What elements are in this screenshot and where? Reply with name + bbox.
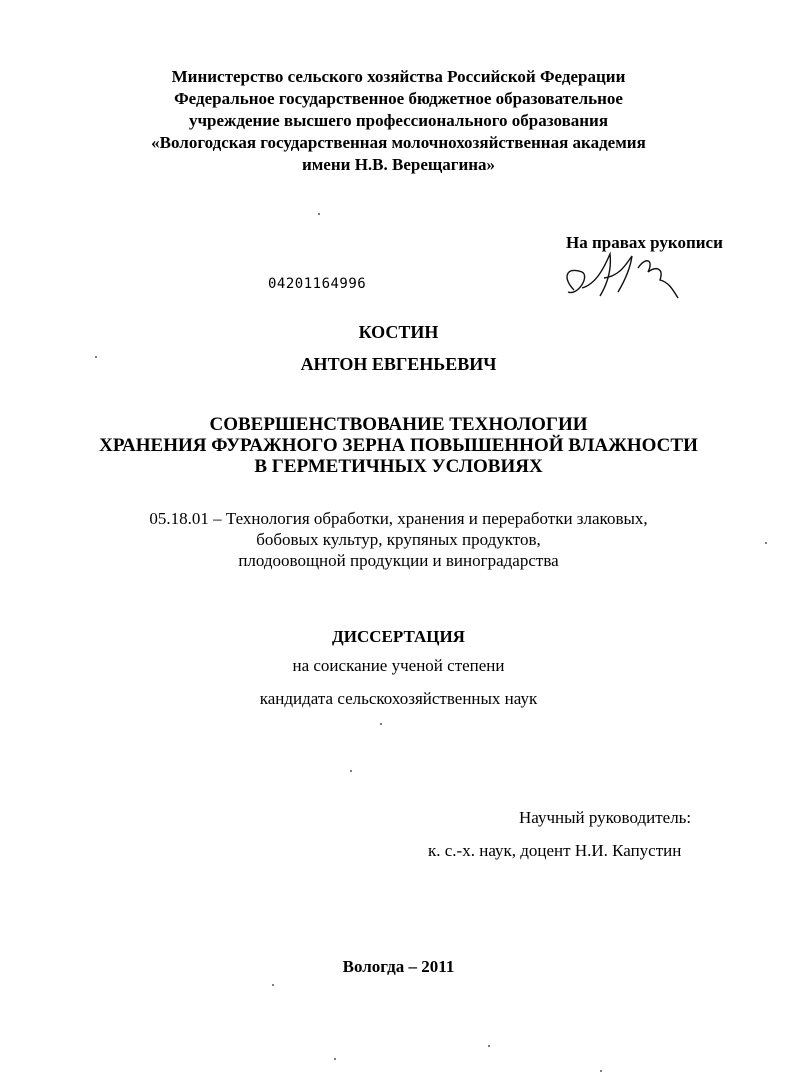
scan-speck bbox=[350, 770, 352, 772]
catalog-code: 04201164996 bbox=[268, 276, 367, 292]
academy-name-line-2: имени Н.В. Верещагина» bbox=[301, 155, 496, 174]
specialty-line: 05.18.01 – Технология обработки, хранения и переработки злаковых, bbox=[149, 509, 648, 528]
scan-speck bbox=[765, 542, 767, 544]
specialty-line-3: плодоовощной продукции и виноградарства bbox=[238, 551, 559, 570]
scan-speck bbox=[600, 1070, 602, 1072]
title-line-3: В ГЕРМЕТИЧНЫХ УСЛОВИЯХ bbox=[254, 456, 543, 477]
author-name: АНТОН ЕВГЕНЬЕВИЧ bbox=[300, 354, 497, 374]
degree-line: на соискание ученой степени bbox=[292, 656, 505, 675]
advisor-name: к. с.-х. наук, доцент Н.И. Капустин bbox=[428, 841, 682, 860]
academy-name-line: «Вологодская государственная молочнохозяйственная академия bbox=[151, 133, 646, 152]
specialty-block bbox=[0, 508, 797, 571]
advisor-label: Научный руководитель: bbox=[519, 808, 692, 827]
document-type: ДИССЕРТАЦИЯ bbox=[332, 627, 465, 646]
scan-speck bbox=[318, 213, 320, 215]
institution-header bbox=[0, 66, 797, 176]
ministry-line: Министерство сельского хозяйства Российской Федерации bbox=[171, 67, 626, 86]
manuscript-rights-note: На правах рукописи bbox=[566, 233, 723, 252]
title-line-2: ХРАНЕНИЯ ФУРАЖНОГО ЗЕРНА ПОВЫШЕННОЙ ВЛАЖНОСТИ bbox=[99, 435, 698, 456]
specialty-line-2: бобовых культур, крупяных продуктов, bbox=[256, 530, 541, 549]
signature-image bbox=[560, 248, 690, 308]
scan-speck bbox=[380, 723, 382, 725]
institution-type-line: Федеральное государственное бюджетное образовательное bbox=[174, 89, 623, 108]
institution-type-line-2: учреждение высшего профессионального образования bbox=[188, 111, 609, 130]
place-and-year: Вологда – 2011 bbox=[342, 957, 455, 976]
dissertation-title bbox=[0, 414, 797, 477]
scan-speck bbox=[95, 356, 97, 358]
scan-speck bbox=[334, 1058, 336, 1060]
title-line: СОВЕРШЕНСТВОВАНИЕ ТЕХНОЛОГИИ bbox=[209, 414, 588, 435]
scan-speck bbox=[488, 1045, 490, 1047]
author-surname: КОСТИН bbox=[358, 322, 439, 342]
degree-line-2: кандидата сельскохозяйственных наук bbox=[259, 689, 538, 708]
scan-speck bbox=[272, 984, 274, 986]
